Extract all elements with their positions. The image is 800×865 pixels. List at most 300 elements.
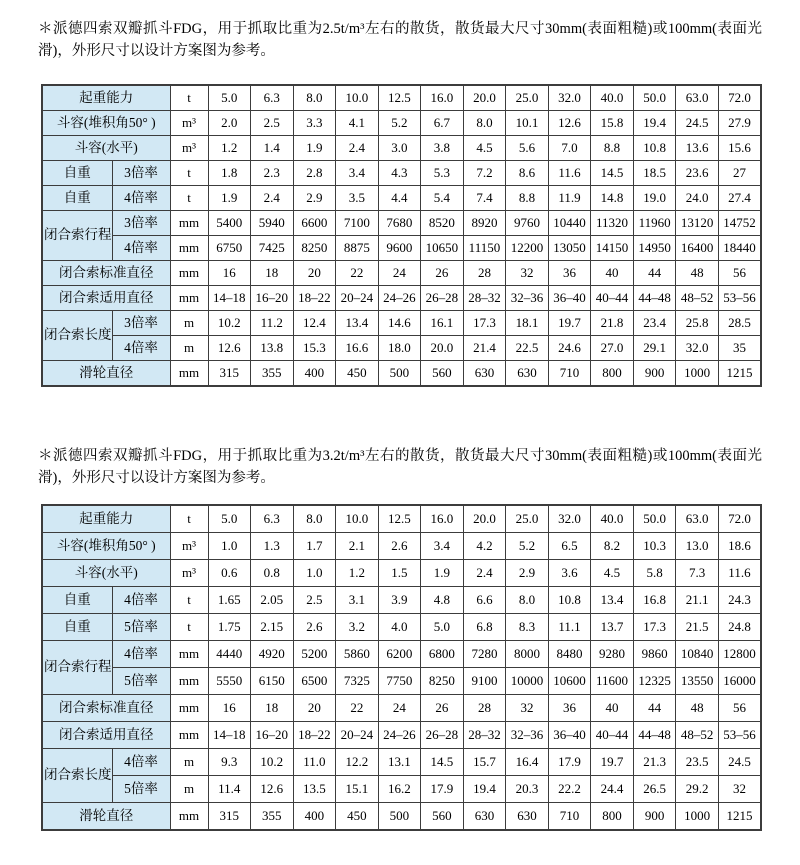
intro-paragraph-2: ＊派德四索双瓣抓斗FDG，用于抓取比重为3.2t/m³左右的散货，散货最大尺寸30mm(表面粗糙)或100mm(表面光滑)，外形尺寸以设计方案图为参考。: [38, 448, 762, 486]
value-cell: 450: [336, 803, 379, 831]
spec-table-fdg-2-5-body: [42, 85, 761, 386]
value-cell: 13.8: [251, 336, 294, 361]
value-cell: 6.3: [251, 85, 294, 111]
value-cell: 44: [633, 695, 676, 722]
value-cell: 8.0: [506, 587, 549, 614]
value-cell: 18.0: [378, 336, 421, 361]
row-label-cell: 闭合索适用直径: [42, 286, 170, 311]
value-cell: 2.8: [293, 161, 336, 186]
value-cell: 315: [208, 803, 251, 831]
unit-cell: mm: [170, 261, 208, 286]
value-cell: 16.1: [421, 311, 464, 336]
value-cell: 0.6: [208, 560, 251, 587]
unit-cell: t: [170, 587, 208, 614]
value-cell: 16.4: [506, 749, 549, 776]
value-cell: 4920: [251, 641, 294, 668]
value-cell: 1.0: [293, 560, 336, 587]
table-row: [42, 668, 761, 695]
table-row: [42, 161, 761, 186]
value-cell: 32: [506, 695, 549, 722]
table-row: [42, 533, 761, 560]
value-cell: 28: [463, 261, 506, 286]
value-cell: 5940: [251, 211, 294, 236]
value-cell: 22.2: [548, 776, 591, 803]
value-cell: 24.0: [676, 186, 719, 211]
table-row: [42, 505, 761, 533]
row-label-cell: 斗容(水平): [42, 136, 170, 161]
value-cell: 7750: [378, 668, 421, 695]
value-cell: 1.9: [293, 136, 336, 161]
value-cell: 22: [336, 695, 379, 722]
unit-cell: mm: [170, 695, 208, 722]
table-row: [42, 111, 761, 136]
value-cell: 22: [336, 261, 379, 286]
value-cell: 1.3: [251, 533, 294, 560]
row-label-cell: 闭合索行程: [42, 641, 112, 695]
table-row: [42, 722, 761, 749]
value-cell: 12.6: [548, 111, 591, 136]
row-label-cell: 滑轮直径: [42, 803, 170, 831]
value-cell: 63.0: [676, 505, 719, 533]
table-row: [42, 186, 761, 211]
value-cell: 2.4: [336, 136, 379, 161]
value-cell: 0.8: [251, 560, 294, 587]
value-cell: 9860: [633, 641, 676, 668]
unit-cell: t: [170, 614, 208, 641]
value-cell: 15.8: [591, 111, 634, 136]
value-cell: 2.9: [293, 186, 336, 211]
value-cell: 19.4: [463, 776, 506, 803]
value-cell: 10650: [421, 236, 464, 261]
value-cell: 630: [463, 803, 506, 831]
unit-cell: mm: [170, 641, 208, 668]
value-cell: 14–18: [208, 286, 251, 311]
value-cell: 72.0: [718, 85, 761, 111]
value-cell: 11150: [463, 236, 506, 261]
row-label-cell: 闭合索标准直径: [42, 261, 170, 286]
value-cell: 7680: [378, 211, 421, 236]
value-cell: 4440: [208, 641, 251, 668]
spec-table-fdg-3-2: [41, 504, 762, 831]
value-cell: 6.3: [251, 505, 294, 533]
row-sublabel-cell: 4倍率: [112, 587, 170, 614]
value-cell: 18.1: [506, 311, 549, 336]
value-cell: 16.0: [421, 85, 464, 111]
row-label-cell: 自重: [42, 186, 112, 211]
row-label-cell: 自重: [42, 161, 112, 186]
value-cell: 2.5: [293, 587, 336, 614]
value-cell: 13.1: [378, 749, 421, 776]
value-cell: 32–36: [506, 286, 549, 311]
value-cell: 32: [718, 776, 761, 803]
value-cell: 23.4: [633, 311, 676, 336]
value-cell: 10.8: [548, 587, 591, 614]
value-cell: 2.1: [336, 533, 379, 560]
value-cell: 24.3: [718, 587, 761, 614]
value-cell: 8.2: [591, 533, 634, 560]
value-cell: 28.5: [718, 311, 761, 336]
table-row: [42, 803, 761, 831]
value-cell: 28: [463, 695, 506, 722]
value-cell: 26: [421, 261, 464, 286]
value-cell: 5200: [293, 641, 336, 668]
value-cell: 5.4: [421, 186, 464, 211]
value-cell: 16000: [718, 668, 761, 695]
value-cell: 6.8: [463, 614, 506, 641]
value-cell: 5.2: [378, 111, 421, 136]
value-cell: 6.5: [548, 533, 591, 560]
value-cell: 44–48: [633, 286, 676, 311]
row-label-cell: 自重: [42, 587, 112, 614]
value-cell: 13.4: [336, 311, 379, 336]
value-cell: 16: [208, 695, 251, 722]
value-cell: 12800: [718, 641, 761, 668]
value-cell: 4.8: [421, 587, 464, 614]
value-cell: 11960: [633, 211, 676, 236]
value-cell: 35: [718, 336, 761, 361]
value-cell: 8.8: [506, 186, 549, 211]
value-cell: 40–44: [591, 286, 634, 311]
value-cell: 2.5: [251, 111, 294, 136]
value-cell: 10.8: [633, 136, 676, 161]
value-cell: 11.2: [251, 311, 294, 336]
value-cell: 32: [506, 261, 549, 286]
value-cell: 13.5: [293, 776, 336, 803]
value-cell: 1.75: [208, 614, 251, 641]
value-cell: 24: [378, 695, 421, 722]
value-cell: 630: [463, 361, 506, 387]
value-cell: 16–20: [251, 722, 294, 749]
value-cell: 29.2: [676, 776, 719, 803]
row-label-cell: 斗容(堆积角50° ): [42, 533, 170, 560]
value-cell: 6.6: [463, 587, 506, 614]
value-cell: 630: [506, 803, 549, 831]
value-cell: 15.7: [463, 749, 506, 776]
value-cell: 32–36: [506, 722, 549, 749]
value-cell: 13.0: [676, 533, 719, 560]
value-cell: 560: [421, 803, 464, 831]
value-cell: 6200: [378, 641, 421, 668]
value-cell: 1.4: [251, 136, 294, 161]
row-sublabel-cell: 4倍率: [112, 186, 170, 211]
row-label-cell: 起重能力: [42, 85, 170, 111]
unit-cell: mm: [170, 803, 208, 831]
value-cell: 7425: [251, 236, 294, 261]
value-cell: 13.7: [591, 614, 634, 641]
value-cell: 18.6: [718, 533, 761, 560]
value-cell: 24.6: [548, 336, 591, 361]
unit-cell: mm: [170, 722, 208, 749]
value-cell: 11320: [591, 211, 634, 236]
value-cell: 19.7: [548, 311, 591, 336]
value-cell: 14–18: [208, 722, 251, 749]
value-cell: 32.0: [548, 505, 591, 533]
value-cell: 17.3: [633, 614, 676, 641]
value-cell: 500: [378, 361, 421, 387]
unit-cell: t: [170, 161, 208, 186]
value-cell: 24–26: [378, 286, 421, 311]
value-cell: 3.3: [293, 111, 336, 136]
value-cell: 28–32: [463, 722, 506, 749]
value-cell: 4.5: [463, 136, 506, 161]
unit-cell: mm: [170, 236, 208, 261]
row-label-cell: 自重: [42, 614, 112, 641]
value-cell: 8.0: [293, 505, 336, 533]
value-cell: 19.4: [633, 111, 676, 136]
value-cell: 20.3: [506, 776, 549, 803]
value-cell: 15.3: [293, 336, 336, 361]
value-cell: 10.0: [336, 85, 379, 111]
table-row: [42, 560, 761, 587]
value-cell: 8.3: [506, 614, 549, 641]
value-cell: 28–32: [463, 286, 506, 311]
value-cell: 22.5: [506, 336, 549, 361]
table-row: [42, 261, 761, 286]
value-cell: 2.0: [208, 111, 251, 136]
row-sublabel-cell: 4倍率: [112, 749, 170, 776]
value-cell: 16–20: [251, 286, 294, 311]
value-cell: 13550: [676, 668, 719, 695]
value-cell: 20: [293, 695, 336, 722]
table-row: [42, 614, 761, 641]
table-row: [42, 136, 761, 161]
value-cell: 8920: [463, 211, 506, 236]
value-cell: 3.0: [378, 136, 421, 161]
value-cell: 21.5: [676, 614, 719, 641]
value-cell: 5.2: [506, 533, 549, 560]
value-cell: 11.0: [293, 749, 336, 776]
value-cell: 15.6: [718, 136, 761, 161]
value-cell: 32.0: [676, 336, 719, 361]
value-cell: 8.6: [506, 161, 549, 186]
value-cell: 44: [633, 261, 676, 286]
value-cell: 10.2: [208, 311, 251, 336]
value-cell: 450: [336, 361, 379, 387]
value-cell: 48: [676, 695, 719, 722]
unit-cell: mm: [170, 668, 208, 695]
value-cell: 4.1: [336, 111, 379, 136]
unit-cell: m: [170, 776, 208, 803]
value-cell: 3.5: [336, 186, 379, 211]
value-cell: 7325: [336, 668, 379, 695]
value-cell: 4.4: [378, 186, 421, 211]
value-cell: 16: [208, 261, 251, 286]
value-cell: 11.6: [718, 560, 761, 587]
value-cell: 1.5: [378, 560, 421, 587]
value-cell: 48–52: [676, 722, 719, 749]
value-cell: 16.0: [421, 505, 464, 533]
value-cell: 5.6: [506, 136, 549, 161]
value-cell: 20.0: [421, 336, 464, 361]
value-cell: 25.0: [506, 505, 549, 533]
value-cell: 3.9: [378, 587, 421, 614]
value-cell: 12.6: [208, 336, 251, 361]
value-cell: 1215: [718, 803, 761, 831]
value-cell: 56: [718, 261, 761, 286]
unit-cell: m³: [170, 533, 208, 560]
value-cell: 1.0: [208, 533, 251, 560]
row-label-cell: 闭合索适用直径: [42, 722, 170, 749]
table-row: [42, 211, 761, 236]
value-cell: 16.6: [336, 336, 379, 361]
value-cell: 40: [591, 261, 634, 286]
unit-cell: m: [170, 749, 208, 776]
table-row: [42, 236, 761, 261]
value-cell: 4.3: [378, 161, 421, 186]
value-cell: 3.4: [421, 533, 464, 560]
value-cell: 4.5: [591, 560, 634, 587]
value-cell: 9280: [591, 641, 634, 668]
value-cell: 710: [548, 803, 591, 831]
value-cell: 9600: [378, 236, 421, 261]
value-cell: 8875: [336, 236, 379, 261]
value-cell: 20–24: [336, 722, 379, 749]
row-sublabel-cell: 4倍率: [112, 336, 170, 361]
value-cell: 50.0: [633, 505, 676, 533]
value-cell: 17.3: [463, 311, 506, 336]
value-cell: 6750: [208, 236, 251, 261]
value-cell: 3.2: [336, 614, 379, 641]
value-cell: 18–22: [293, 722, 336, 749]
row-sublabel-cell: 5倍率: [112, 614, 170, 641]
value-cell: 900: [633, 361, 676, 387]
value-cell: 355: [251, 361, 294, 387]
value-cell: 18440: [718, 236, 761, 261]
value-cell: 10.1: [506, 111, 549, 136]
value-cell: 2.4: [463, 560, 506, 587]
value-cell: 1000: [676, 361, 719, 387]
value-cell: 5.0: [208, 505, 251, 533]
value-cell: 1.9: [421, 560, 464, 587]
value-cell: 19.0: [633, 186, 676, 211]
value-cell: 2.3: [251, 161, 294, 186]
value-cell: 36: [548, 261, 591, 286]
value-cell: 7.0: [548, 136, 591, 161]
value-cell: 23.5: [676, 749, 719, 776]
value-cell: 5.0: [208, 85, 251, 111]
value-cell: 25.8: [676, 311, 719, 336]
table-row: [42, 311, 761, 336]
row-sublabel-cell: 5倍率: [112, 776, 170, 803]
value-cell: 14.6: [378, 311, 421, 336]
value-cell: 9100: [463, 668, 506, 695]
row-label-cell: 斗容(堆积角50° ): [42, 111, 170, 136]
value-cell: 8520: [421, 211, 464, 236]
value-cell: 3.1: [336, 587, 379, 614]
value-cell: 20.0: [463, 505, 506, 533]
value-cell: 11.9: [548, 186, 591, 211]
value-cell: 800: [591, 361, 634, 387]
value-cell: 1000: [676, 803, 719, 831]
spec-table-fdg-3-2-body: [42, 505, 761, 830]
value-cell: 2.6: [378, 533, 421, 560]
value-cell: 5.3: [421, 161, 464, 186]
value-cell: 36: [548, 695, 591, 722]
value-cell: 8480: [548, 641, 591, 668]
value-cell: 4.0: [378, 614, 421, 641]
value-cell: 12.5: [378, 505, 421, 533]
value-cell: 25.0: [506, 85, 549, 111]
unit-cell: mm: [170, 211, 208, 236]
value-cell: 13120: [676, 211, 719, 236]
value-cell: 63.0: [676, 85, 719, 111]
row-sublabel-cell: 3倍率: [112, 211, 170, 236]
value-cell: 24–26: [378, 722, 421, 749]
value-cell: 21.4: [463, 336, 506, 361]
table-row: [42, 695, 761, 722]
value-cell: 36–40: [548, 722, 591, 749]
value-cell: 12.6: [251, 776, 294, 803]
value-cell: 17.9: [548, 749, 591, 776]
unit-cell: mm: [170, 286, 208, 311]
value-cell: 15.1: [336, 776, 379, 803]
value-cell: 20–24: [336, 286, 379, 311]
value-cell: 2.9: [506, 560, 549, 587]
value-cell: 21.1: [676, 587, 719, 614]
table-row: [42, 749, 761, 776]
value-cell: 8000: [506, 641, 549, 668]
value-cell: 400: [293, 803, 336, 831]
value-cell: 23.6: [676, 161, 719, 186]
value-cell: 40: [591, 695, 634, 722]
row-label-cell: 闭合索标准直径: [42, 695, 170, 722]
value-cell: 6800: [421, 641, 464, 668]
table-row: [42, 85, 761, 111]
value-cell: 32.0: [548, 85, 591, 111]
value-cell: 53–56: [718, 286, 761, 311]
row-sublabel-cell: 4倍率: [112, 236, 170, 261]
row-label-cell: 起重能力: [42, 505, 170, 533]
value-cell: 16.8: [633, 587, 676, 614]
value-cell: 355: [251, 803, 294, 831]
value-cell: 2.6: [293, 614, 336, 641]
table-row: [42, 587, 761, 614]
value-cell: 27.0: [591, 336, 634, 361]
value-cell: 560: [421, 361, 464, 387]
value-cell: 72.0: [718, 505, 761, 533]
value-cell: 18.5: [633, 161, 676, 186]
value-cell: 13050: [548, 236, 591, 261]
value-cell: 17.9: [421, 776, 464, 803]
row-label-cell: 斗容(水平): [42, 560, 170, 587]
value-cell: 2.15: [251, 614, 294, 641]
value-cell: 5.0: [421, 614, 464, 641]
value-cell: 12.5: [378, 85, 421, 111]
value-cell: 5860: [336, 641, 379, 668]
value-cell: 26.5: [633, 776, 676, 803]
value-cell: 19.7: [591, 749, 634, 776]
value-cell: 20: [293, 261, 336, 286]
value-cell: 10000: [506, 668, 549, 695]
value-cell: 24.4: [591, 776, 634, 803]
value-cell: 1.7: [293, 533, 336, 560]
value-cell: 7100: [336, 211, 379, 236]
value-cell: 48: [676, 261, 719, 286]
value-cell: 27.4: [718, 186, 761, 211]
row-label-cell: 滑轮直径: [42, 361, 170, 387]
value-cell: 10.0: [336, 505, 379, 533]
value-cell: 500: [378, 803, 421, 831]
value-cell: 13.4: [591, 587, 634, 614]
value-cell: 630: [506, 361, 549, 387]
value-cell: 16.2: [378, 776, 421, 803]
value-cell: 18: [251, 261, 294, 286]
value-cell: 10.2: [251, 749, 294, 776]
table-row: [42, 776, 761, 803]
value-cell: 800: [591, 803, 634, 831]
value-cell: 10840: [676, 641, 719, 668]
value-cell: 8250: [421, 668, 464, 695]
